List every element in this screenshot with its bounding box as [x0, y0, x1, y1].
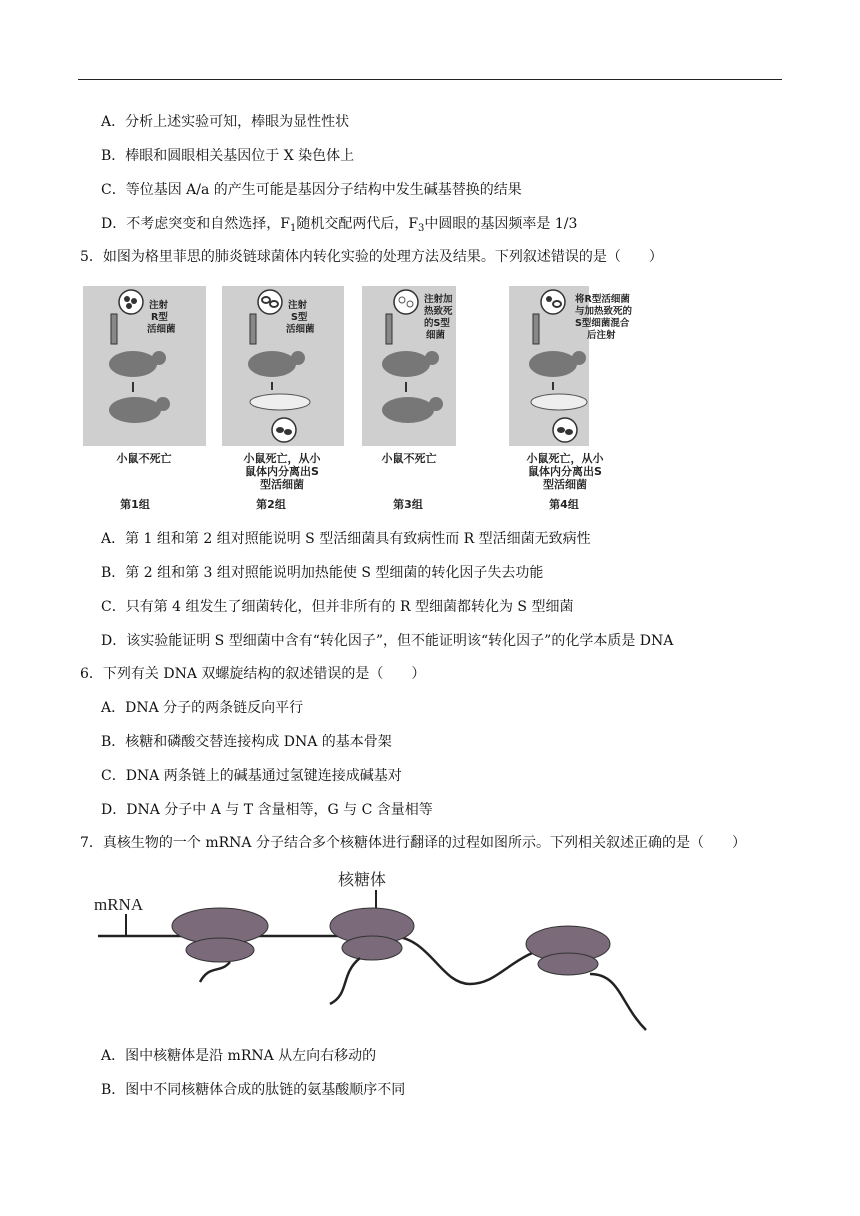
svg-text:与加热致死的: 与加热致死的	[575, 306, 633, 317]
ribosome-label: 核糖体	[338, 870, 387, 889]
q7-option-a: A．图中核糖体是沿 mRNA 从左向右移动的	[101, 1048, 377, 1064]
q5-stem: 5．如图为格里菲思的肺炎链球菌体内转化实验的处理方法及结果。下列叙述错误的是（ ）	[80, 249, 663, 265]
q5-option-d: D．该实验能证明 S 型细菌中含有“转化因子”，但不能证明该“转化因子”的化学本质是 DNA	[101, 633, 674, 649]
svg-text:注射加: 注射加	[424, 294, 453, 305]
group3-panel	[362, 286, 456, 446]
header-rule	[78, 79, 782, 80]
svg-text:热致死: 热致死	[424, 306, 453, 317]
mrna-label: mRNA	[94, 895, 144, 914]
svg-text:活细菌: 活细菌	[286, 324, 315, 335]
group4-panel	[509, 286, 633, 446]
group2-panel	[222, 286, 344, 446]
q6-option-c: C．DNA 两条链上的碱基通过氢键连接成碱基对	[101, 768, 402, 784]
group4-result: 小鼠死亡，从小 鼠体内分离出S 型活细菌	[526, 452, 604, 491]
group2-result: 小鼠死亡，从小 鼠体内分离出S 型活细菌	[243, 452, 321, 491]
group4-label: 第4组	[549, 498, 579, 511]
q4-option-a: A．分析上述实验可知，棒眼为显性性状	[101, 114, 350, 130]
translation-figure	[90, 864, 660, 1036]
group1-panel	[83, 286, 206, 446]
group1-label: 第1组	[120, 498, 150, 511]
q7-option-b: B．图中不同核糖体合成的肽链的氨基酸顺序不同	[101, 1082, 406, 1098]
q5-option-c: C．只有第 4 组发生了细菌转化，但并非所有的 R 型细菌都转化为 S 型细菌	[101, 599, 574, 615]
ribosome-3	[526, 926, 610, 975]
svg-text:后注射: 后注射	[587, 330, 616, 341]
svg-text:的S型: 的S型	[424, 318, 450, 329]
q6-option-a: A．DNA 分子的两条链反向平行	[101, 700, 304, 716]
q4-option-d: D．不考虑突变和自然选择，$F_1$随机交配两代后，$F_3$中圆眼的基因频率是 1/3	[101, 216, 578, 234]
q6-option-b: B．核糖和磷酸交替连接构成 DNA 的基本骨架	[101, 734, 392, 750]
group1-result: 小鼠不死亡	[116, 452, 172, 465]
q4-option-b: B．棒眼和圆眼相关基因位于 X 染色体上	[101, 148, 355, 164]
q4-option-c: C．等位基因 A/a 的产生可能是基因分子结构中发生碱基替换的结果	[101, 182, 522, 198]
group3-label: 第3组	[393, 498, 423, 511]
q6-option-d: D．DNA 分子中 A 与 T 含量相等，G 与 C 含量相等	[101, 802, 433, 818]
ribosome-2	[330, 908, 414, 960]
svg-text:活细菌: 活细菌	[147, 324, 176, 335]
svg-text:S型细菌混合: S型细菌混合	[575, 318, 630, 329]
group2-label: 第2组	[256, 498, 286, 511]
q7-stem: 7．真核生物的一个 mRNA 分子结合多个核糖体进行翻译的过程如图所示。下列相关叙述正确的是（ ）	[80, 835, 746, 851]
svg-text:注射: 注射	[149, 300, 169, 311]
svg-text:细菌: 细菌	[426, 330, 446, 341]
svg-text:将R型活细菌: 将R型活细菌	[575, 294, 630, 305]
svg-text:R型: R型	[151, 312, 168, 323]
q6-stem: 6．下列有关 DNA 双螺旋结构的叙述错误的是（ ）	[80, 666, 426, 682]
ribosome-1	[172, 908, 268, 962]
svg-text:S型: S型	[291, 312, 308, 323]
q5-option-a: A．第 1 组和第 2 组对照能说明 S 型活细菌具有致病性而 R 型活细菌无致病性	[101, 531, 591, 547]
q5-option-b: B．第 2 组和第 3 组对照能说明加热能使 S 型细菌的转化因子失去功能	[101, 565, 544, 581]
group3-result: 小鼠不死亡	[381, 452, 437, 465]
svg-text:注射: 注射	[288, 300, 308, 311]
